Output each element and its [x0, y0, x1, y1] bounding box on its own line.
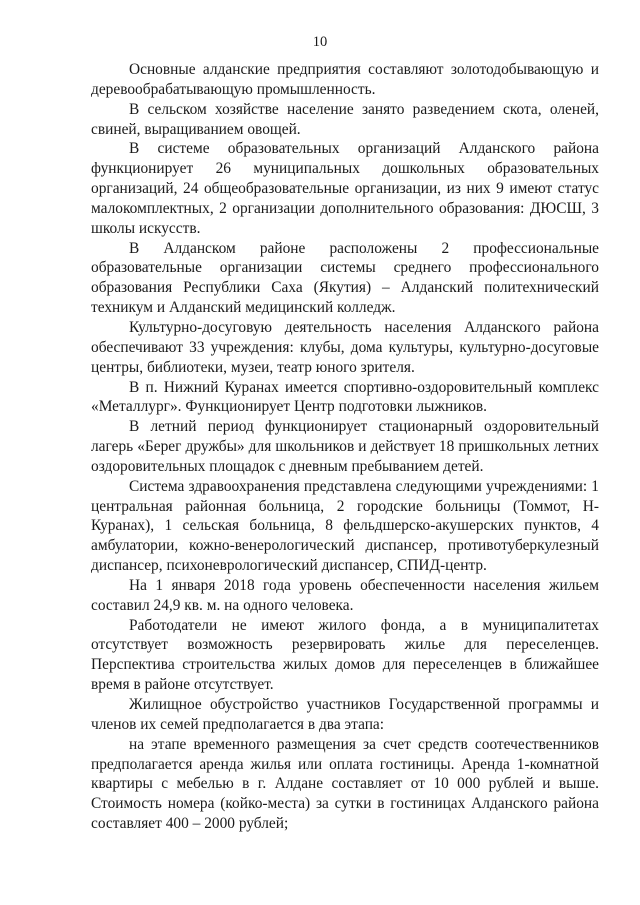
paragraph: В системе образовательных организаций Алданского района функционирует 26 муниципальных дошкольных образовательных организаций, 24 общеобразовательные организации, из них 9 имеют статус малокомплектных, 2 организации дополнительного образования: ДЮСШ, 3 школы искусств. [91, 140, 599, 237]
paragraph: Жилищное обустройство участников Государственной программы и членов их семей предполагается в два этапа: [91, 696, 599, 733]
paragraph: на этапе временного размещения за счет средств соотечественников предполагается аренда жилья или оплата гостиницы. Аренда 1-комнатной квартиры с мебелью в г. Алдане составляет от 10 000 рублей и выше. Стоимость номера (койко-места) за сутки в гостиницах Алданского района составляет 400 – 2000 рублей; [91, 735, 599, 833]
paragraph: В летний период функционирует стационарный оздоровительный лагерь «Берег дружбы» для школьников и действует 18 пришкольных летних оздоровительных площадок с дневным пребыванием детей. [91, 418, 599, 475]
document-body [91, 60, 599, 834]
paragraph: Система здравоохранения представлена следующими учреждениями: 1 центральная районная больница, 2 городские больницы (Томмот, Н-Куранах), 1 сельская больница, 8 фельдшерско-акушерских пунктов, 4 амбулатории, кожно-венерологический диспансер, противотуберкулезный диспансер, психоневрологический диспансер, СПИД-центр. [91, 477, 599, 575]
paragraph: Работодатели не имеют жилого фонда, а в муниципалитетах отсутствует возможность резервировать жилье для переселенцев. Перспектива строительства жилых домов для переселенцев в ближайшее время в районе отсутствует. [91, 616, 599, 694]
paragraph: На 1 января 2018 года уровень обеспеченности населения жильем составил 24,9 кв. м. на одного человека. [91, 576, 599, 614]
paragraph: В п. Нижний Куранах имеется спортивно-оздоровительный комплекс «Металлург». Функционирует Центр подготовки лыжников. [91, 378, 599, 416]
page-number: 10 [312, 34, 328, 50]
paragraph: Культурно-досуговую деятельность населения Алданского района обеспечивают 33 учреждения: клубы, дома культуры, культурно-досуговые центры, библиотеки, музеи, театр юного зрителя. [91, 318, 599, 376]
paragraph: В Алданском районе расположены 2 профессиональные образовательные организации системы среднего профессионального образования Республики Саха (Якутия) – Алданский политехнический техникум и Алданский медицинский колледж. [91, 239, 599, 317]
paragraph: В сельском хозяйстве население занято разведением скота, оленей, свиней, выращиванием овощей. [91, 100, 599, 138]
paragraph: Основные алданские предприятия составляют золотодобывающую и деревообрабатывающую промышленность. [91, 61, 599, 98]
